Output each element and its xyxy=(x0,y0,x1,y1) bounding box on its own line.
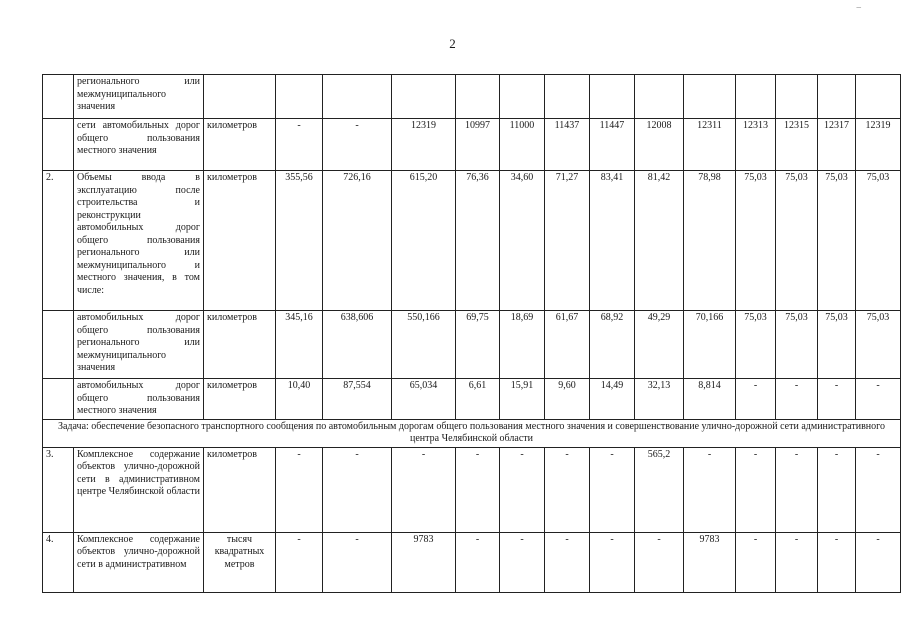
table-row xyxy=(43,447,901,532)
value-cell: 10,40 xyxy=(276,379,323,420)
unit-cell: километров xyxy=(204,447,276,532)
value-cell: 76,36 xyxy=(456,171,500,311)
value-cell: 75,03 xyxy=(818,311,856,379)
value-cell xyxy=(500,75,545,119)
value-cell xyxy=(856,75,901,119)
indicator-name-cell: Комплексное содержание объектов улично-дорожной сети в административном центре Челябинской области xyxy=(74,447,204,532)
value-cell xyxy=(276,75,323,119)
table-row xyxy=(43,171,901,311)
table-row xyxy=(43,311,901,379)
value-cell: 550,166 xyxy=(392,311,456,379)
value-cell: 14,49 xyxy=(590,379,635,420)
value-cell: 69,75 xyxy=(456,311,500,379)
row-number-cell xyxy=(43,311,74,379)
value-cell: 18,69 xyxy=(500,311,545,379)
table-row xyxy=(43,379,901,420)
value-cell xyxy=(590,75,635,119)
value-cell: - xyxy=(276,532,323,592)
value-cell: - xyxy=(456,532,500,592)
value-cell: 8,814 xyxy=(684,379,736,420)
value-cell: - xyxy=(818,379,856,420)
value-cell: 87,554 xyxy=(323,379,392,420)
value-cell xyxy=(776,75,818,119)
table-row xyxy=(43,119,901,171)
value-cell: - xyxy=(736,447,776,532)
indicator-name-cell: Комплексное содержание объектов улично-дорожной сети в административном xyxy=(74,532,204,592)
value-cell xyxy=(736,75,776,119)
value-cell: 565,2 xyxy=(635,447,684,532)
value-cell: - xyxy=(323,447,392,532)
value-cell: 9,60 xyxy=(545,379,590,420)
value-cell: - xyxy=(545,532,590,592)
value-cell: - xyxy=(818,447,856,532)
value-cell xyxy=(818,75,856,119)
value-cell: - xyxy=(456,447,500,532)
value-cell: 12317 xyxy=(818,119,856,171)
value-cell: - xyxy=(776,532,818,592)
value-cell: - xyxy=(392,447,456,532)
value-cell: - xyxy=(856,447,901,532)
value-cell: 10997 xyxy=(456,119,500,171)
value-cell: 638,606 xyxy=(323,311,392,379)
value-cell xyxy=(545,75,590,119)
row-number-cell: 2. xyxy=(43,171,74,311)
table-body-upper xyxy=(43,75,901,420)
value-cell: - xyxy=(500,447,545,532)
value-cell: 355,56 xyxy=(276,171,323,311)
value-cell: - xyxy=(736,379,776,420)
value-cell: 61,67 xyxy=(545,311,590,379)
table-body-lower xyxy=(43,447,901,592)
value-cell: 345,16 xyxy=(276,311,323,379)
value-cell: - xyxy=(684,447,736,532)
page-number: 2 xyxy=(449,36,456,51)
value-cell: 12319 xyxy=(856,119,901,171)
value-cell: - xyxy=(500,532,545,592)
value-cell: - xyxy=(856,379,901,420)
value-cell: 12313 xyxy=(736,119,776,171)
value-cell: 12319 xyxy=(392,119,456,171)
corner-mark: – xyxy=(856,2,861,12)
value-cell xyxy=(392,75,456,119)
row-number-cell xyxy=(43,75,74,119)
value-cell: 75,03 xyxy=(776,171,818,311)
value-cell: - xyxy=(590,447,635,532)
task-section xyxy=(43,419,901,447)
table-row xyxy=(43,75,901,119)
value-cell: - xyxy=(323,119,392,171)
unit-cell: километров xyxy=(204,379,276,420)
task-row xyxy=(43,419,901,447)
unit-cell: километров xyxy=(204,119,276,171)
value-cell xyxy=(456,75,500,119)
value-cell xyxy=(684,75,736,119)
row-number-cell: 3. xyxy=(43,447,74,532)
value-cell: - xyxy=(818,532,856,592)
value-cell: 75,03 xyxy=(856,311,901,379)
value-cell xyxy=(635,75,684,119)
value-cell: 11447 xyxy=(590,119,635,171)
value-cell: 71,27 xyxy=(545,171,590,311)
value-cell: - xyxy=(276,447,323,532)
value-cell: - xyxy=(635,532,684,592)
value-cell: 65,034 xyxy=(392,379,456,420)
value-cell: 75,03 xyxy=(856,171,901,311)
unit-cell: тысяч квадратных метров xyxy=(204,532,276,592)
value-cell: 11437 xyxy=(545,119,590,171)
value-cell: 83,41 xyxy=(590,171,635,311)
unit-cell xyxy=(204,75,276,119)
value-cell: 6,61 xyxy=(456,379,500,420)
value-cell: 75,03 xyxy=(736,311,776,379)
value-cell: 12008 xyxy=(635,119,684,171)
value-cell: 68,92 xyxy=(590,311,635,379)
value-cell: 9783 xyxy=(392,532,456,592)
indicator-name-cell: сети автомобильных дорог общего пользования местного значения xyxy=(74,119,204,171)
value-cell: 9783 xyxy=(684,532,736,592)
value-cell: - xyxy=(545,447,590,532)
value-cell: 11000 xyxy=(500,119,545,171)
row-number-cell: 4. xyxy=(43,532,74,592)
value-cell: 34,60 xyxy=(500,171,545,311)
value-cell: 12311 xyxy=(684,119,736,171)
indicators-table xyxy=(42,74,901,593)
indicator-name-cell: автомобильных дорог общего пользования регионального или межмуниципального значения xyxy=(74,311,204,379)
value-cell: 78,98 xyxy=(684,171,736,311)
unit-cell: километров xyxy=(204,311,276,379)
value-cell: - xyxy=(323,532,392,592)
value-cell: 75,03 xyxy=(818,171,856,311)
value-cell: 70,166 xyxy=(684,311,736,379)
value-cell: 75,03 xyxy=(736,171,776,311)
indicator-name-cell: регионального или межмуниципального значения xyxy=(74,75,204,119)
table-row xyxy=(43,532,901,592)
value-cell: 75,03 xyxy=(776,311,818,379)
value-cell: - xyxy=(590,532,635,592)
value-cell xyxy=(323,75,392,119)
value-cell: 49,29 xyxy=(635,311,684,379)
value-cell: - xyxy=(856,532,901,592)
row-number-cell xyxy=(43,379,74,420)
value-cell: - xyxy=(736,532,776,592)
value-cell: 615,20 xyxy=(392,171,456,311)
row-number-cell xyxy=(43,119,74,171)
value-cell: 15,91 xyxy=(500,379,545,420)
value-cell: 32,13 xyxy=(635,379,684,420)
value-cell: - xyxy=(776,379,818,420)
value-cell: - xyxy=(276,119,323,171)
value-cell: - xyxy=(776,447,818,532)
value-cell: 726,16 xyxy=(323,171,392,311)
indicator-name-cell: автомобильных дорог общего пользования местного значения xyxy=(74,379,204,420)
task-text: Задача: обеспечение безопасного транспортного сообщения по автомобильным дорогам общего пользования местного значения и совершенствование улично-дорожной сети административного центра Челябинской области xyxy=(43,419,901,447)
value-cell: 12315 xyxy=(776,119,818,171)
unit-cell: километров xyxy=(204,171,276,311)
value-cell: 81,42 xyxy=(635,171,684,311)
indicator-name-cell: Объемы ввода в эксплуатацию после строительства и реконструкции автомобильных дорог общего пользования регионального или межмуниципального и местного значения, в том числе: xyxy=(74,171,204,311)
